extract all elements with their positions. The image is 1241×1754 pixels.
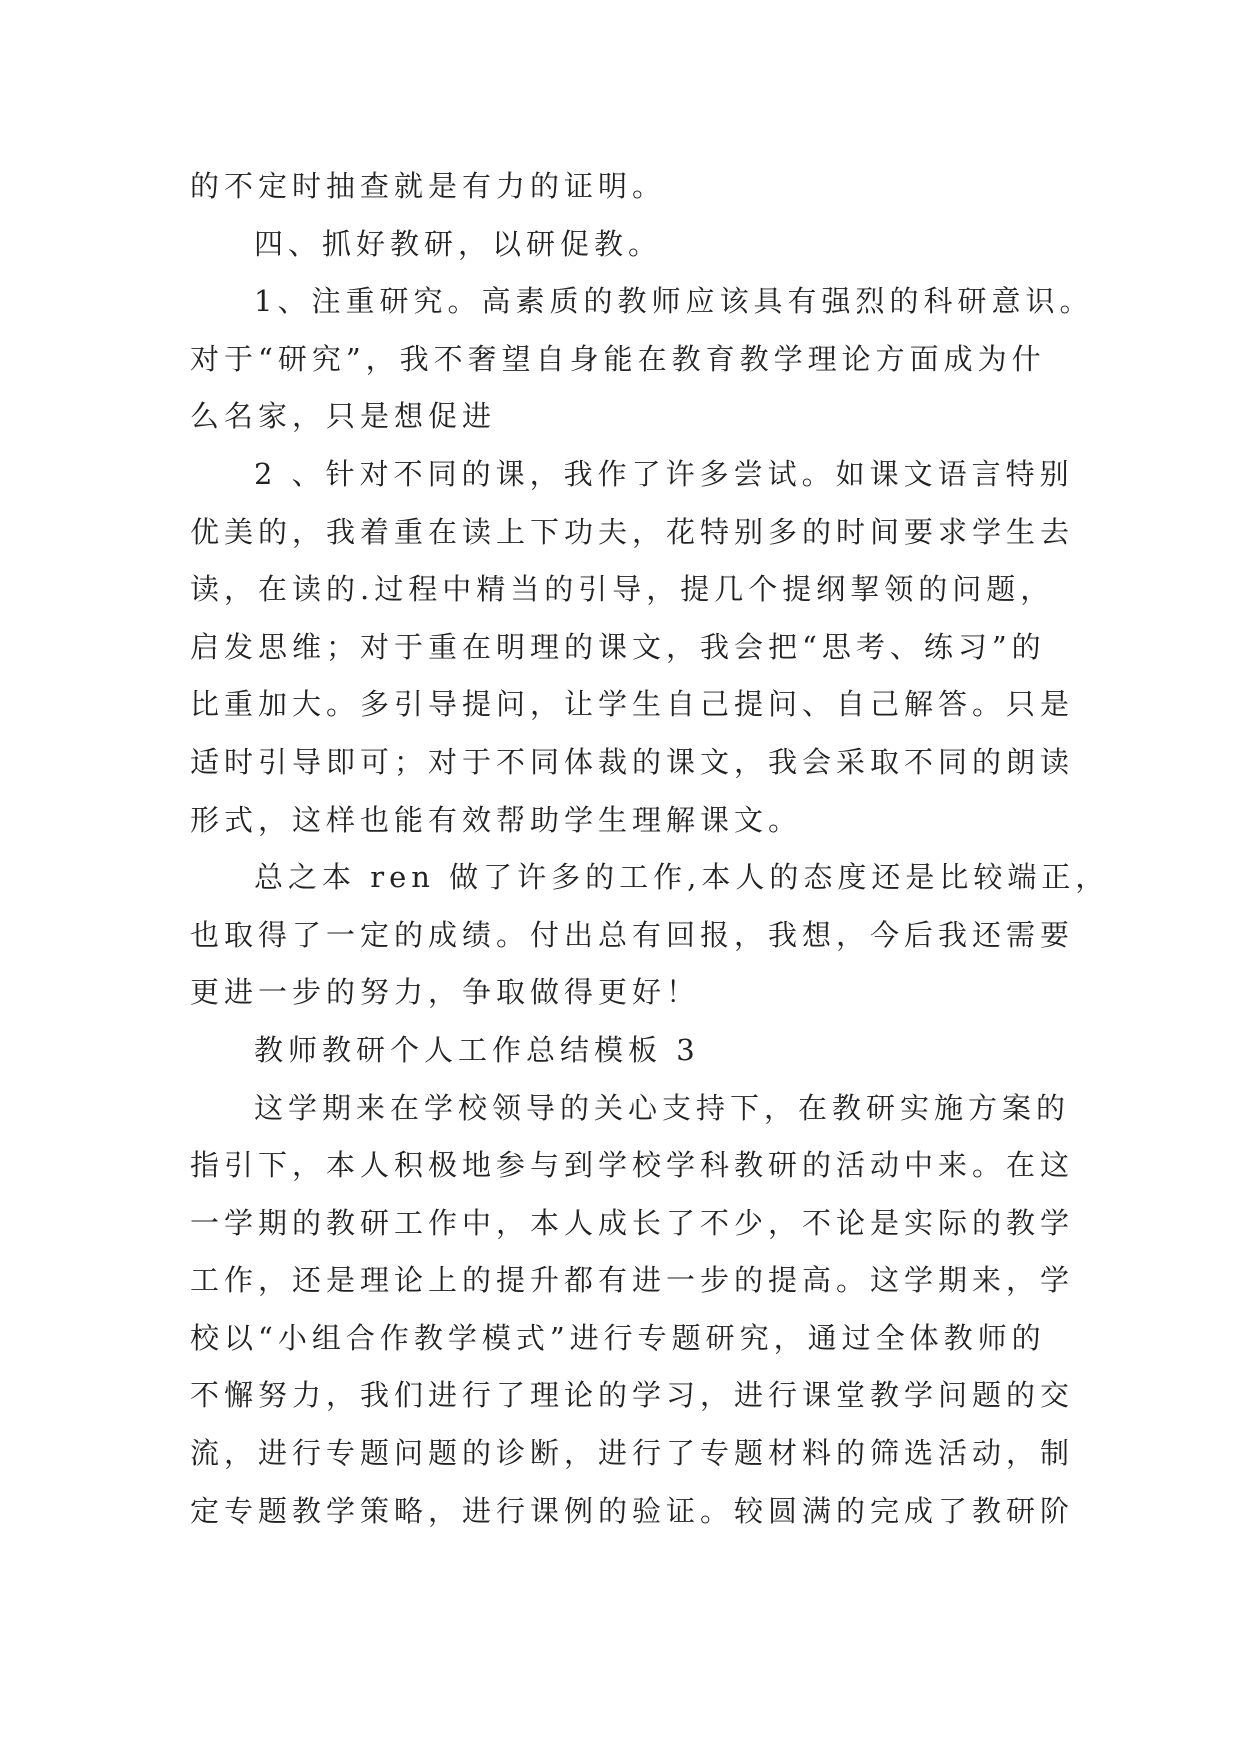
text-line: 对于“研究”，我不奢望自身能在教育教学理论方面成为什 <box>190 341 1046 376</box>
text-line: 总之本 ren 做了许多的工作,本人的态度还是比较端正， <box>254 860 1110 895</box>
text-line: 流，进行专题问题的诊断，进行了专题材料的筛选活动，制 <box>190 1436 1075 1471</box>
text-line: 读，在读的.过程中精当的引导，提几个提纲挈领的问题， <box>190 572 1055 607</box>
text-line: 校以“小组合作教学模式”进行专题研究，通过全体教师的 <box>190 1320 1046 1355</box>
text-line: 2 、针对不同的课，我作了许多尝试。如课文语言特别 <box>254 456 1074 491</box>
text-line: 这学期来在学校领导的关心支持下，在教研实施方案的 <box>254 1090 1071 1125</box>
body-text <box>190 158 1110 1540</box>
section-title: 教师教研个人工作总结模板 3 <box>254 1032 700 1067</box>
text-line: 指引下，本人积极地参与到学校学科教研的活动中来。在这 <box>190 1148 1075 1183</box>
text-line: 优美的，我着重在读上下功夫，花特别多的时间要求学生去 <box>190 514 1075 549</box>
section-heading: 四、抓好教研，以研促教。 <box>254 226 663 261</box>
text-line: 么名家，只是想促进 <box>190 399 497 434</box>
text-line: 一学期的教研工作中，本人成长了不少，不论是实际的教学 <box>190 1205 1075 1240</box>
text-line: 更进一步的努力，争取做得更好！ <box>190 975 701 1010</box>
text-line: 不懈努力，我们进行了理论的学习，进行课堂教学问题的交 <box>190 1378 1075 1413</box>
text-line: 比重加大。多引导提问，让学生自己提问、自己解答。只是 <box>190 687 1075 722</box>
text-line: 适时引导即可；对于不同体裁的课文，我会采取不同的朗读 <box>190 744 1075 779</box>
text-line: 也取得了一定的成绩。付出总有回报，我想，今后我还需要 <box>190 917 1075 952</box>
text-line: 启发思维；对于重在明理的课文，我会把“思考、练习”的 <box>190 629 1046 664</box>
text-line: 1、注重研究。高素质的教师应该具有强烈的科研意识。 <box>254 284 1094 319</box>
text-line: 工作，还是理论上的提升都有进一步的提高。这学期来，学 <box>190 1263 1075 1298</box>
text-line: 形式，这样也能有效帮助学生理解课文。 <box>190 802 803 837</box>
text-line: 的不定时抽查就是有力的证明。 <box>190 169 667 203</box>
text-line: 定专题教学策略，进行课例的验证。较圆满的完成了教研阶 <box>190 1493 1075 1528</box>
